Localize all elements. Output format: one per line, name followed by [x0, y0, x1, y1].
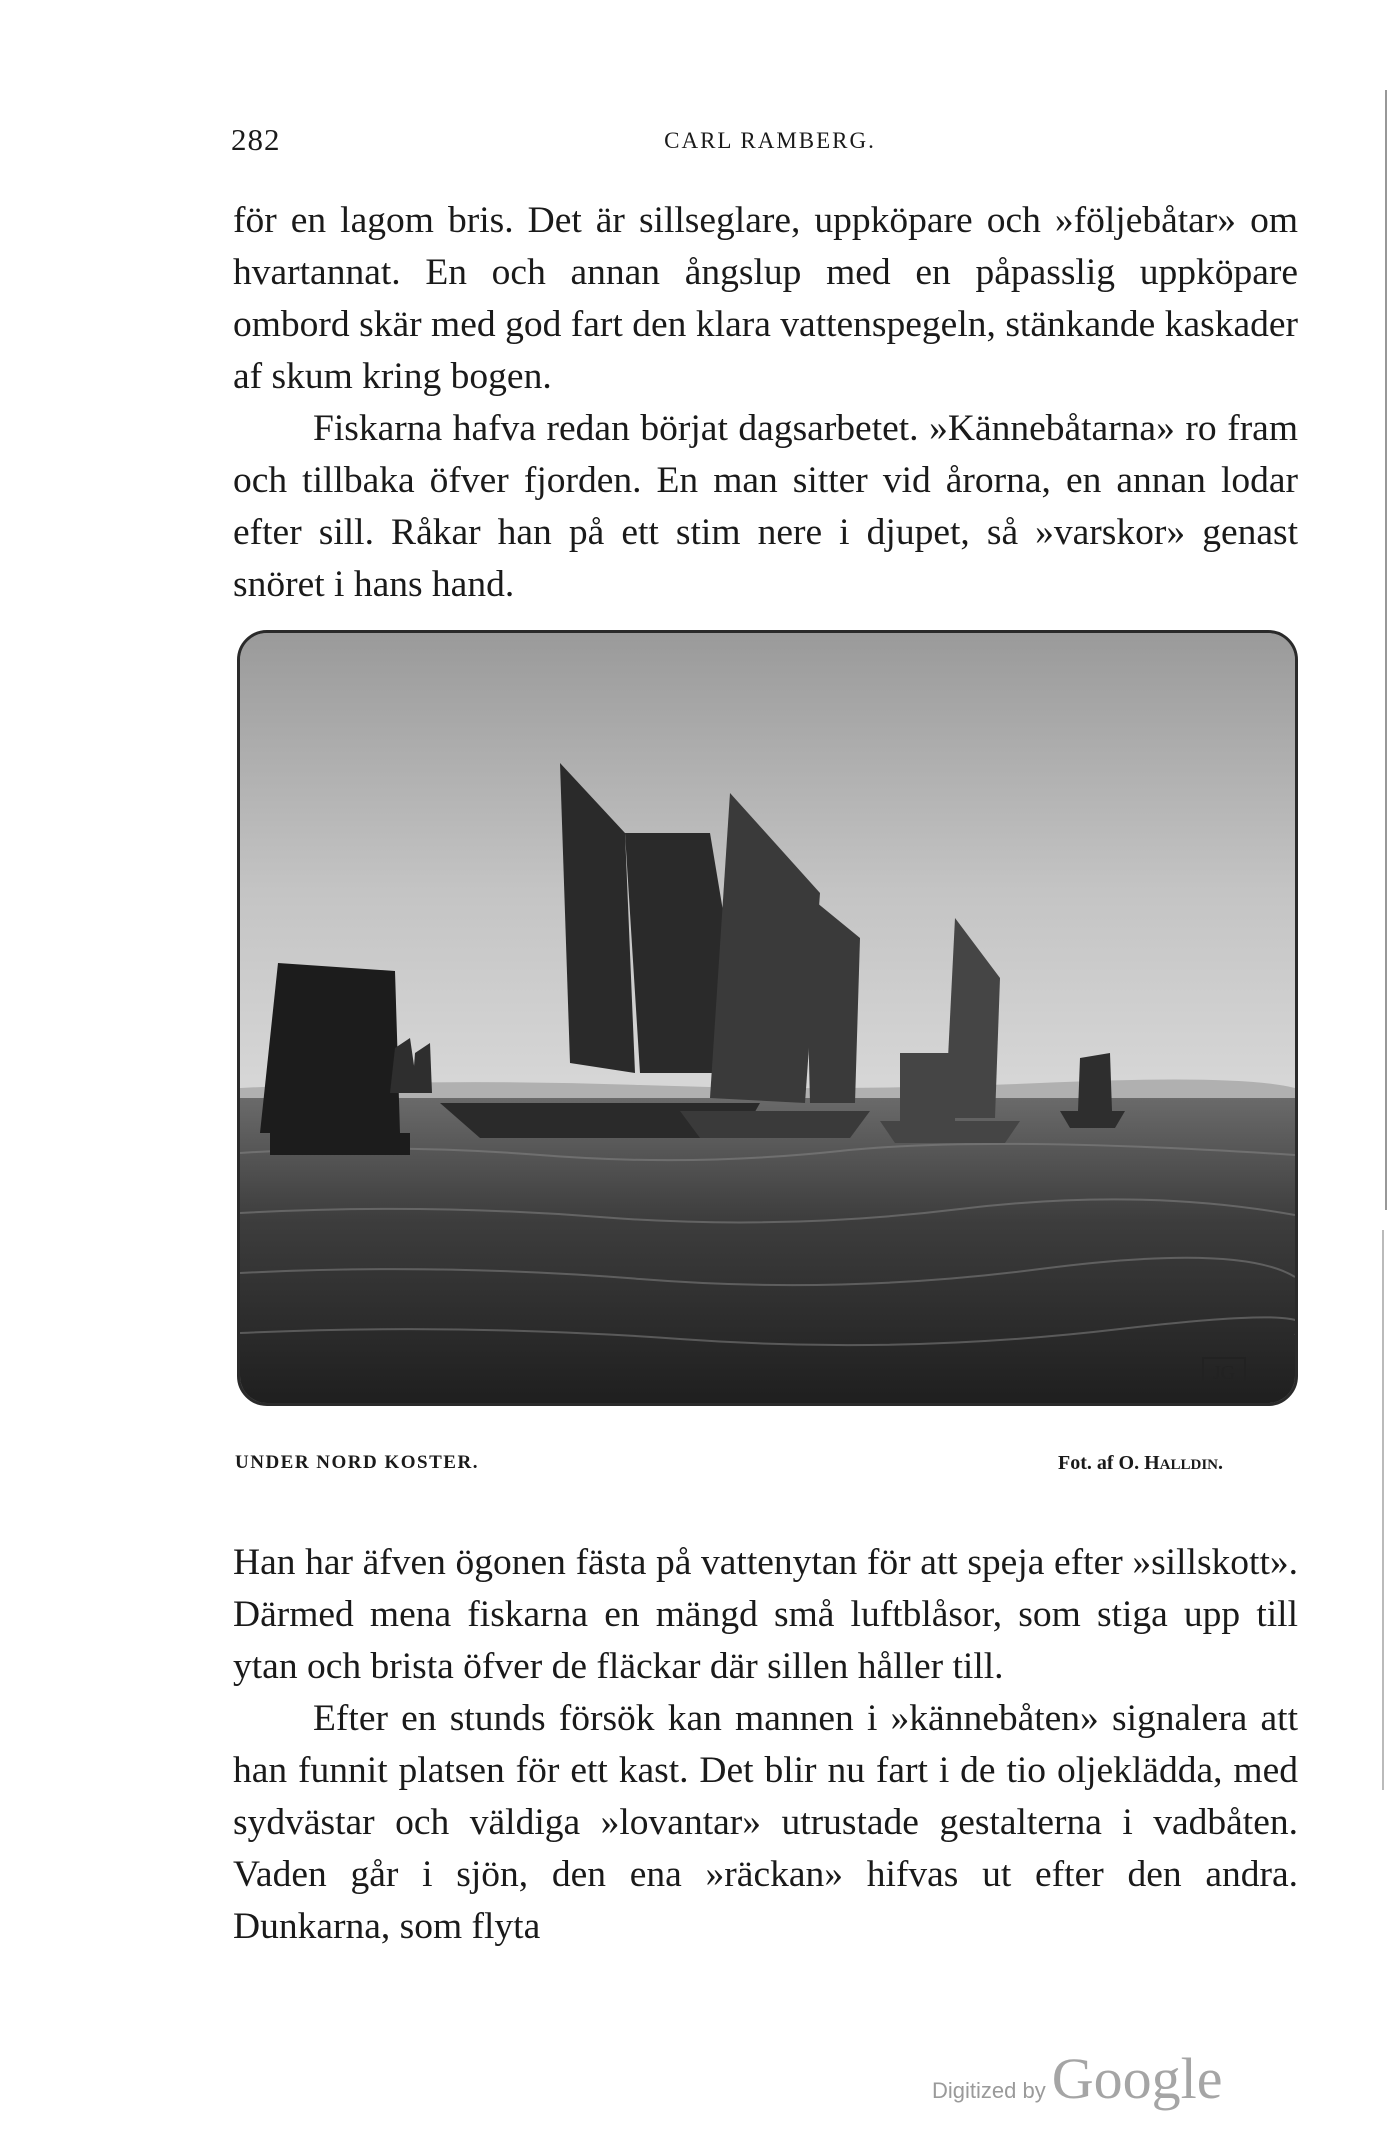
running-title: CARL RAMBERG. — [664, 128, 876, 153]
body-text-bottom — [233, 1537, 1298, 1953]
photo-monogram: JG — [1212, 1362, 1236, 1384]
paragraph: Han har äfven ögonen fästa på vattenytan för att speja efter »sillskott». Därmed mena fiskarna en mängd små luftblåsor, som stiga upp till ytan och brista öfver de fläckar där sillen håller till. — [233, 1542, 1298, 1687]
paragraph: Efter en stunds försök kan mannen i »kännebåten» signalera att han funnit platsen för ett kast. Det blir nu fart i de tio oljeklädda, med sydvästar och väldiga »lovantar» utrustade gestalterna i vadbåten. Vaden går i sjön, den ena »räckan» hifvas ut efter den andra. Dunkarna, som flyta — [233, 1698, 1298, 1947]
digitized-watermark — [932, 2045, 1222, 2112]
photo-sailboats — [237, 630, 1298, 1406]
watermark-prefix: Digitized by — [932, 2078, 1046, 2103]
page-number: 282 — [231, 122, 281, 157]
page-edge-rule-lower — [1382, 1230, 1384, 1790]
page-edge-rule — [1385, 90, 1387, 1210]
body-text-top — [233, 195, 1298, 611]
paragraph: Fiskarna hafva redan börjat dagsarbetet. »Kännebåtarna» ro fram och tillbaka öfver fjorden. En man sitter vid årorna, en annan lodar efter sill. Råkar han på ett stim nere i djupet, så »varskor» genast snöret i hans hand. — [233, 408, 1298, 605]
google-logo: Google — [1051, 2046, 1223, 2111]
paragraph: för en lagom bris. Det är sillseglare, uppköpare och »följebåtar» om hvartannat. En och annan ångslup med en påpasslig uppköpare ombord skär med god fart den klara vattenspegeln, stänkande kaskader af skum kring bogen. — [233, 200, 1298, 397]
photo-credit: Fot. af O. HALLDIN. — [1058, 1452, 1224, 1474]
figure-caption: UNDER NORD KOSTER. — [235, 1452, 479, 1473]
sailboats-photo-icon — [240, 633, 1295, 1403]
